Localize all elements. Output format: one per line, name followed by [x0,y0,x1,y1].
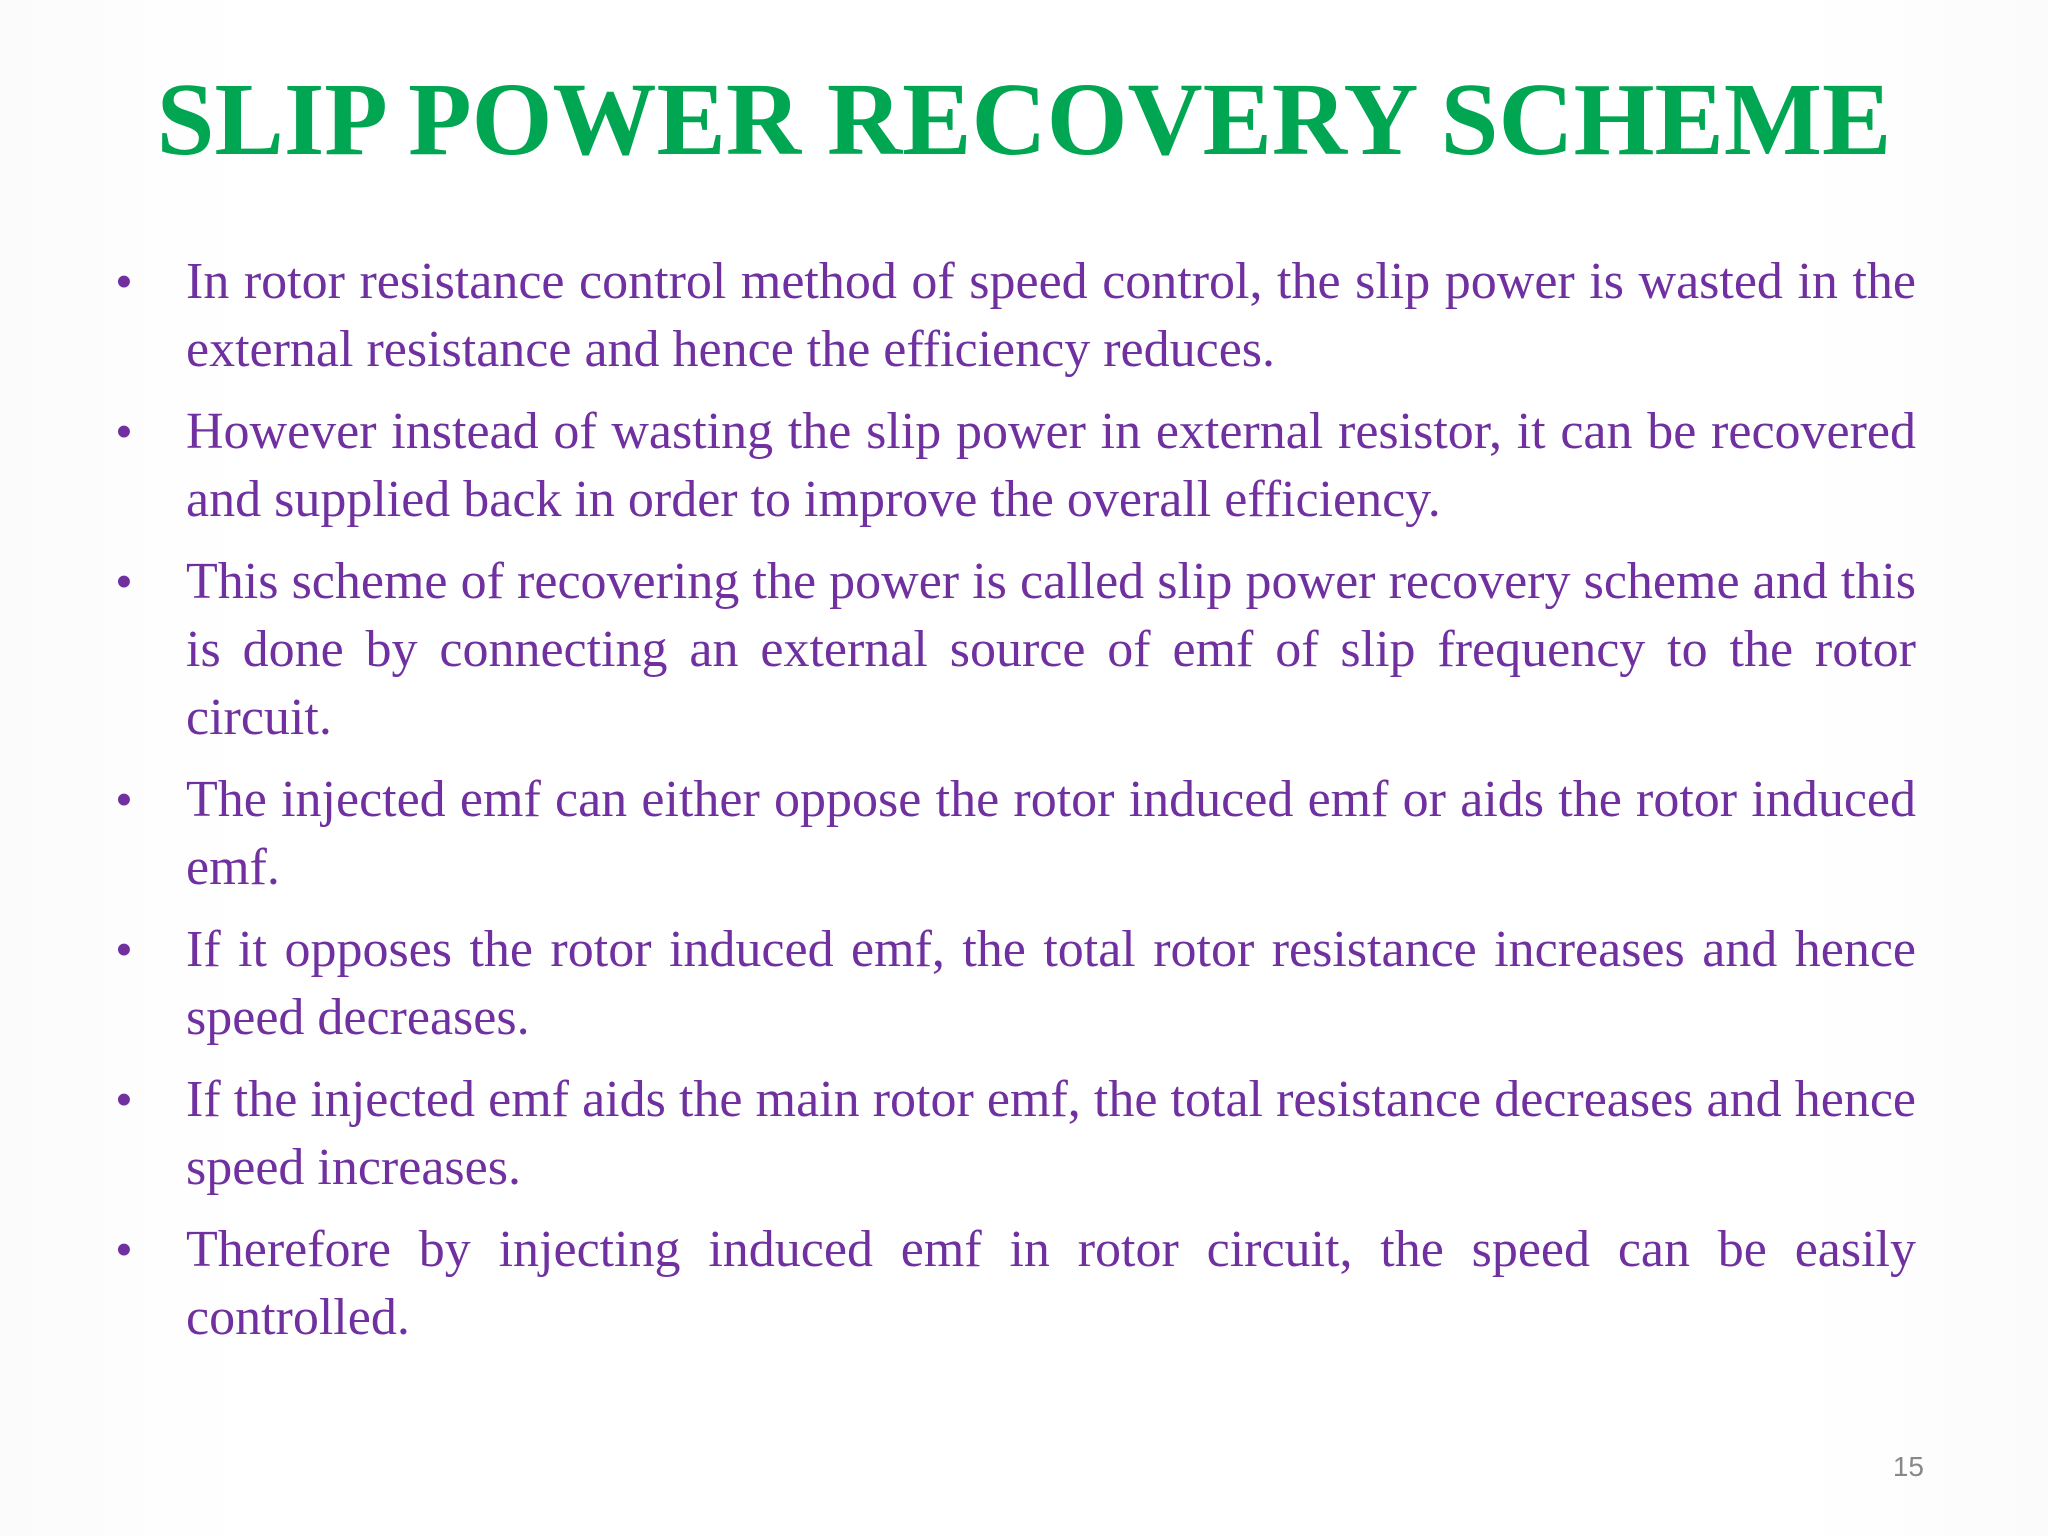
bullet-item [104,548,1916,752]
page-number: 15 [1892,1451,1924,1482]
bullet-text: The injected emf can either oppose the rotor induced emf or aids the rotor induced emf. [186,771,1916,896]
bullet-item [104,248,1916,384]
bullet-item [104,1216,1916,1352]
bullet-item [104,398,1916,534]
bullet-dot-icon: • [116,775,132,824]
bullet-text: However instead of wasting the slip power in external resistor, it can be recovered and supplied back in order to improve the overall efficiency. [186,403,1916,528]
bullet-dot-icon: • [116,925,132,974]
bullet-text: If it opposes the rotor induced emf, the total rotor resistance increases and hence speed decreases. [186,921,1916,1046]
bullet-item [104,766,1916,902]
bullet-dot-icon: • [116,407,132,456]
bullet-text: In rotor resistance control method of speed control, the slip power is wasted in the external resistance and hence the efficiency reduces. [186,253,1916,378]
bullet-dot-icon: • [116,557,132,606]
bullet-item [104,916,1916,1052]
bullet-text: If the injected emf aids the main rotor emf, the total resistance decreases and hence speed increases. [186,1071,1916,1196]
bullet-dot-icon: • [116,1225,132,1274]
bullet-dot-icon: • [116,1075,132,1124]
bullet-list [104,248,1916,1366]
slide-title: SLIP POWER RECOVERY SCHEME [156,62,1892,177]
bullet-dot-icon: • [116,257,132,306]
bullet-text: Therefore by injecting induced emf in rotor circuit, the speed can be easily controlled. [186,1221,1916,1346]
bullet-text: This scheme of recovering the power is called slip power recovery scheme and this is done by connecting an external source of emf of slip frequency to the rotor circuit. [186,553,1916,746]
bullet-item [104,1066,1916,1202]
